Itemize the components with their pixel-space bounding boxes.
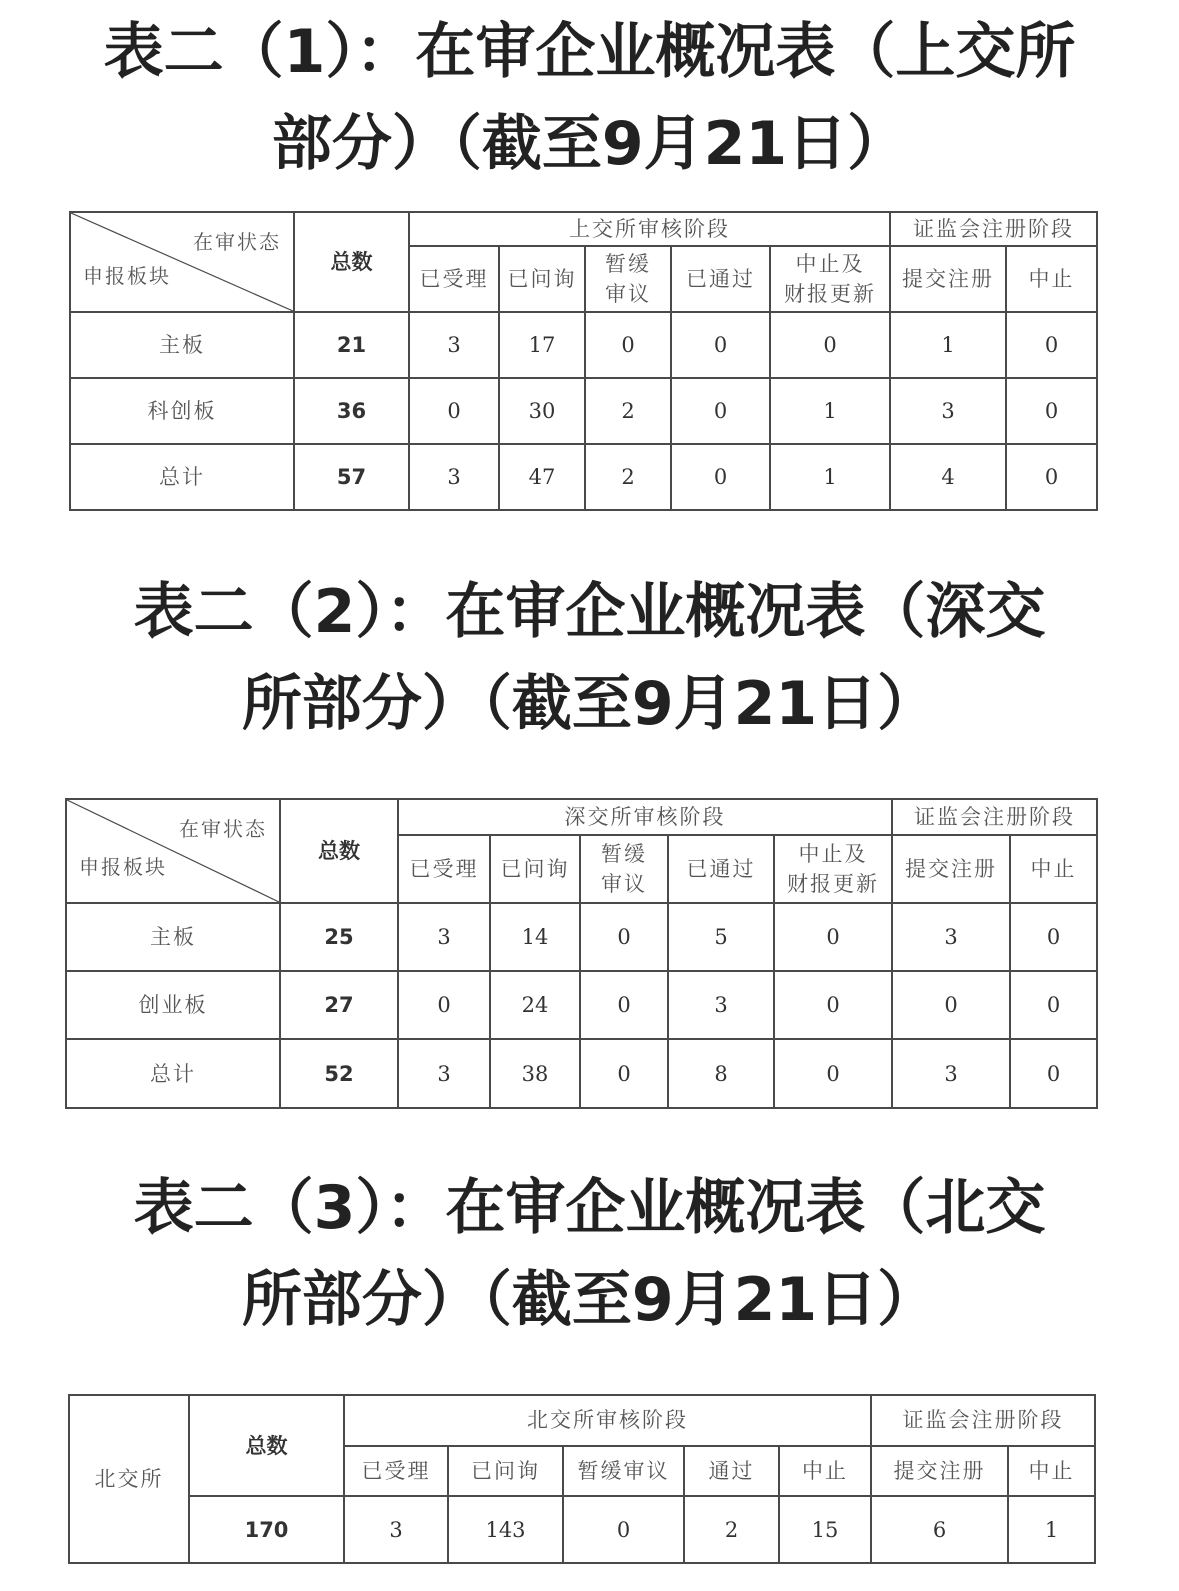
table2-stage1-header: 深交所审核阶段 [398, 799, 892, 835]
cell: 1 [770, 378, 890, 444]
cell: 15 [779, 1496, 871, 1563]
cell: 2 [585, 378, 671, 444]
cell: 0 [1010, 1039, 1097, 1108]
cell: 0 [398, 971, 490, 1039]
table3-title-line1: 表二（3）：在审企业概况表（北交 [133, 1173, 1046, 1243]
table2-col-inquired: 已问询 [490, 835, 580, 903]
cell: 17 [499, 312, 585, 378]
table3-col-deferred: 暂缓审议 [563, 1446, 684, 1497]
table-row [70, 378, 1097, 444]
table1-stage2-header: 证监会注册阶段 [890, 212, 1097, 246]
table3-col-submitted: 提交注册 [871, 1446, 1008, 1497]
cell: 3 [892, 1039, 1010, 1108]
table1-col-submitted: 提交注册 [890, 246, 1006, 312]
row-total: 27 [280, 971, 398, 1039]
table2-title [40, 566, 1139, 750]
cell: 0 [1006, 444, 1097, 510]
table2-total-header: 总数 [280, 799, 398, 903]
cell: 3 [398, 903, 490, 971]
table3-row-label: 北交所 [69, 1395, 189, 1563]
row-label: 主板 [66, 903, 280, 971]
table2-col-passed: 已通过 [668, 835, 774, 903]
cell: 0 [409, 378, 499, 444]
cell: 3 [409, 444, 499, 510]
cell: 24 [490, 971, 580, 1039]
cell: 0 [580, 903, 668, 971]
table1-col-inquired: 已问询 [499, 246, 585, 312]
table3-col-suspended: 中止 [779, 1446, 871, 1497]
cell: 0 [1006, 312, 1097, 378]
table1-title [40, 6, 1139, 190]
cell: 2 [585, 444, 671, 510]
cell: 6 [871, 1496, 1008, 1563]
row-total: 21 [294, 312, 409, 378]
table2 [65, 798, 1098, 1109]
cell: 0 [770, 312, 890, 378]
table3-col-passed: 通过 [684, 1446, 779, 1497]
table1-col-deferred: 暂缓 审议 [585, 246, 671, 312]
table1-stage1-header: 上交所审核阶段 [409, 212, 890, 246]
table1-title-line1: 表二（1）：在审企业概况表（上交所 [103, 17, 1076, 87]
table1 [69, 211, 1098, 511]
row-label: 主板 [70, 312, 294, 378]
cell: 0 [774, 971, 892, 1039]
table-row [70, 312, 1097, 378]
table2-corner-top: 在审状态 [179, 817, 267, 841]
cell: 0 [585, 312, 671, 378]
table3-title [40, 1162, 1139, 1346]
cell: 0 [563, 1496, 684, 1563]
table1-total-header: 总数 [294, 212, 409, 312]
row-label: 总计 [70, 444, 294, 510]
table1-title-line2: 部分）（截至9月21日） [271, 109, 908, 179]
table1-corner-bottom: 申报板块 [83, 264, 171, 288]
row-total: 170 [189, 1496, 344, 1563]
table3 [68, 1394, 1096, 1564]
cell: 0 [1010, 903, 1097, 971]
cell: 30 [499, 378, 585, 444]
cell: 1 [770, 444, 890, 510]
table2-corner-header [66, 799, 280, 903]
cell: 38 [490, 1039, 580, 1108]
cell: 8 [668, 1039, 774, 1108]
table-row [70, 444, 1097, 510]
table1-corner-top: 在审状态 [193, 230, 281, 254]
table2-stage2-header: 证监会注册阶段 [892, 799, 1097, 835]
table3-col-halt: 中止 [1008, 1446, 1095, 1497]
cell: 1 [1008, 1496, 1095, 1563]
table2-col-accepted: 已受理 [398, 835, 490, 903]
cell: 0 [774, 903, 892, 971]
table1-col-accepted: 已受理 [409, 246, 499, 312]
table-row [66, 971, 1097, 1039]
row-label: 科创板 [70, 378, 294, 444]
table1-col-suspended: 中止及 财报更新 [770, 246, 890, 312]
row-total: 36 [294, 378, 409, 444]
row-total: 25 [280, 903, 398, 971]
table-row [66, 1039, 1097, 1108]
row-label: 总计 [66, 1039, 280, 1108]
table2-corner-bottom: 申报板块 [79, 855, 167, 879]
table3-stage2-header: 证监会注册阶段 [871, 1395, 1095, 1446]
cell: 3 [892, 903, 1010, 971]
cell: 3 [409, 312, 499, 378]
table2-col-halt: 中止 [1010, 835, 1097, 903]
table2-col-submitted: 提交注册 [892, 835, 1010, 903]
table3-title-line2: 所部分）（截至9月21日） [241, 1265, 938, 1335]
cell: 47 [499, 444, 585, 510]
cell: 0 [671, 378, 770, 444]
cell: 143 [448, 1496, 563, 1563]
cell: 4 [890, 444, 1006, 510]
table2-title-line1: 表二（2）：在审企业概况表（深交 [133, 577, 1046, 647]
cell: 0 [671, 444, 770, 510]
cell: 3 [890, 378, 1006, 444]
table2-col-suspended: 中止及 财报更新 [774, 835, 892, 903]
row-total: 52 [280, 1039, 398, 1108]
table3-col-inquired: 已问询 [448, 1446, 563, 1497]
cell: 3 [344, 1496, 448, 1563]
table1-col-halt: 中止 [1006, 246, 1097, 312]
table-row [69, 1496, 1095, 1563]
cell: 0 [580, 1039, 668, 1108]
cell: 0 [774, 1039, 892, 1108]
table3-col-accepted: 已受理 [344, 1446, 448, 1497]
row-total: 57 [294, 444, 409, 510]
cell: 0 [1010, 971, 1097, 1039]
cell: 3 [668, 971, 774, 1039]
cell: 0 [892, 971, 1010, 1039]
table1-corner-header [70, 212, 294, 312]
cell: 0 [580, 971, 668, 1039]
table2-col-deferred: 暂缓 审议 [580, 835, 668, 903]
cell: 0 [1006, 378, 1097, 444]
table2-title-line2: 所部分）（截至9月21日） [241, 669, 938, 739]
cell: 14 [490, 903, 580, 971]
table3-stage1-header: 北交所审核阶段 [344, 1395, 871, 1446]
cell: 2 [684, 1496, 779, 1563]
cell: 5 [668, 903, 774, 971]
cell: 1 [890, 312, 1006, 378]
table1-col-passed: 已通过 [671, 246, 770, 312]
row-label: 创业板 [66, 971, 280, 1039]
table3-total-header: 总数 [189, 1395, 344, 1496]
table-row [66, 903, 1097, 971]
cell: 0 [671, 312, 770, 378]
cell: 3 [398, 1039, 490, 1108]
